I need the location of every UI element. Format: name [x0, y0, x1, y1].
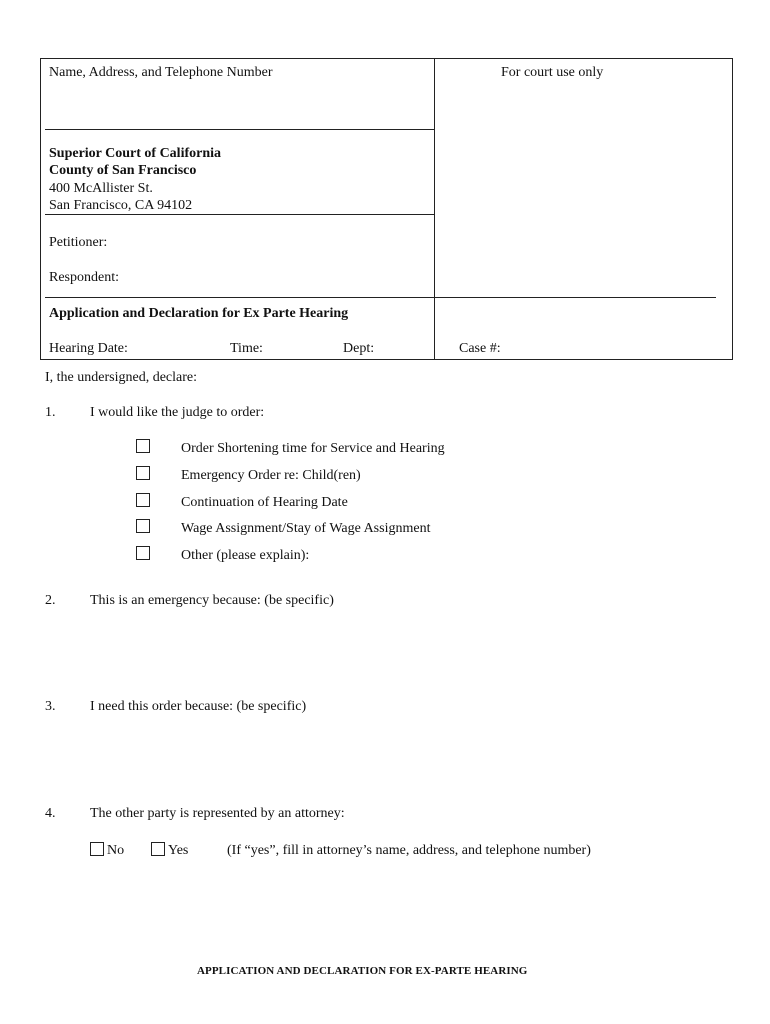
attorney-yes-label: Yes	[168, 843, 189, 858]
column-divider	[434, 58, 435, 360]
case-number-label: Case #:	[459, 341, 501, 356]
court-name-line1: Superior Court of California	[49, 146, 222, 161]
item2-text: This is an emergency because: (be specific)	[90, 593, 334, 608]
court-use-label: For court use only	[501, 65, 604, 80]
court-address-line2: San Francisco, CA 94102	[49, 198, 193, 213]
box-top-border	[40, 58, 733, 59]
respondent-label: Respondent:	[49, 270, 119, 285]
order-shortening-label: Order Shortening time for Service and Hearing	[181, 441, 445, 456]
case-number-label-clip	[459, 340, 539, 356]
wage-assignment-label: Wage Assignment/Stay of Wage Assignment	[181, 521, 431, 536]
declaration-intro: I, the undersigned, declare:	[45, 370, 197, 385]
hearing-date-label-clip	[49, 340, 169, 356]
petitioner-label: Petitioner:	[49, 235, 108, 250]
box-left-border	[40, 58, 41, 360]
item2-number: 2.	[45, 593, 56, 608]
other-label: Other (please explain):	[181, 548, 310, 563]
form-title: Application and Declaration for Ex Parte Hearing	[49, 306, 349, 321]
item3-number: 3.	[45, 699, 56, 714]
continuation-checkbox[interactable]	[136, 493, 150, 507]
item3-text: I need this order because: (be specific)	[90, 699, 307, 714]
item1-text: I would like the judge to order:	[90, 405, 265, 420]
time-label: Time:	[230, 341, 263, 356]
dept-label-clip	[343, 340, 403, 356]
box-bottom-border	[40, 359, 733, 360]
item4-number: 4.	[45, 806, 56, 821]
emergency-order-label: Emergency Order re: Child(ren)	[181, 468, 361, 483]
name-address-label: Name, Address, and Telephone Number	[49, 65, 273, 80]
order-shortening-checkbox[interactable]	[136, 439, 150, 453]
item1-number: 1.	[45, 405, 56, 420]
dept-label: Dept:	[343, 341, 375, 356]
wage-assignment-checkbox[interactable]	[136, 519, 150, 533]
continuation-label: Continuation of Hearing Date	[181, 495, 348, 510]
hearing-date-label: Hearing Date:	[49, 341, 128, 356]
attorney-no-label: No	[107, 843, 125, 858]
court-name-line2: County of San Francisco	[49, 163, 197, 178]
rule-after-parties	[45, 297, 716, 298]
court-address-line1: 400 McAllister St.	[49, 181, 153, 196]
time-label-clip	[230, 340, 290, 356]
footer-title: APPLICATION AND DECLARATION FOR EX-PARTE HEARING	[197, 965, 528, 977]
emergency-order-checkbox[interactable]	[136, 466, 150, 480]
attorney-note: (If “yes”, fill in attorney’s name, address, and telephone number)	[227, 843, 591, 858]
attorney-yes-checkbox[interactable]	[151, 842, 165, 856]
item4-text: The other party is represented by an attorney:	[90, 806, 345, 821]
rule-after-name	[45, 129, 435, 130]
attorney-no-checkbox[interactable]	[90, 842, 104, 856]
other-checkbox[interactable]	[136, 546, 150, 560]
box-right-border	[732, 58, 733, 360]
